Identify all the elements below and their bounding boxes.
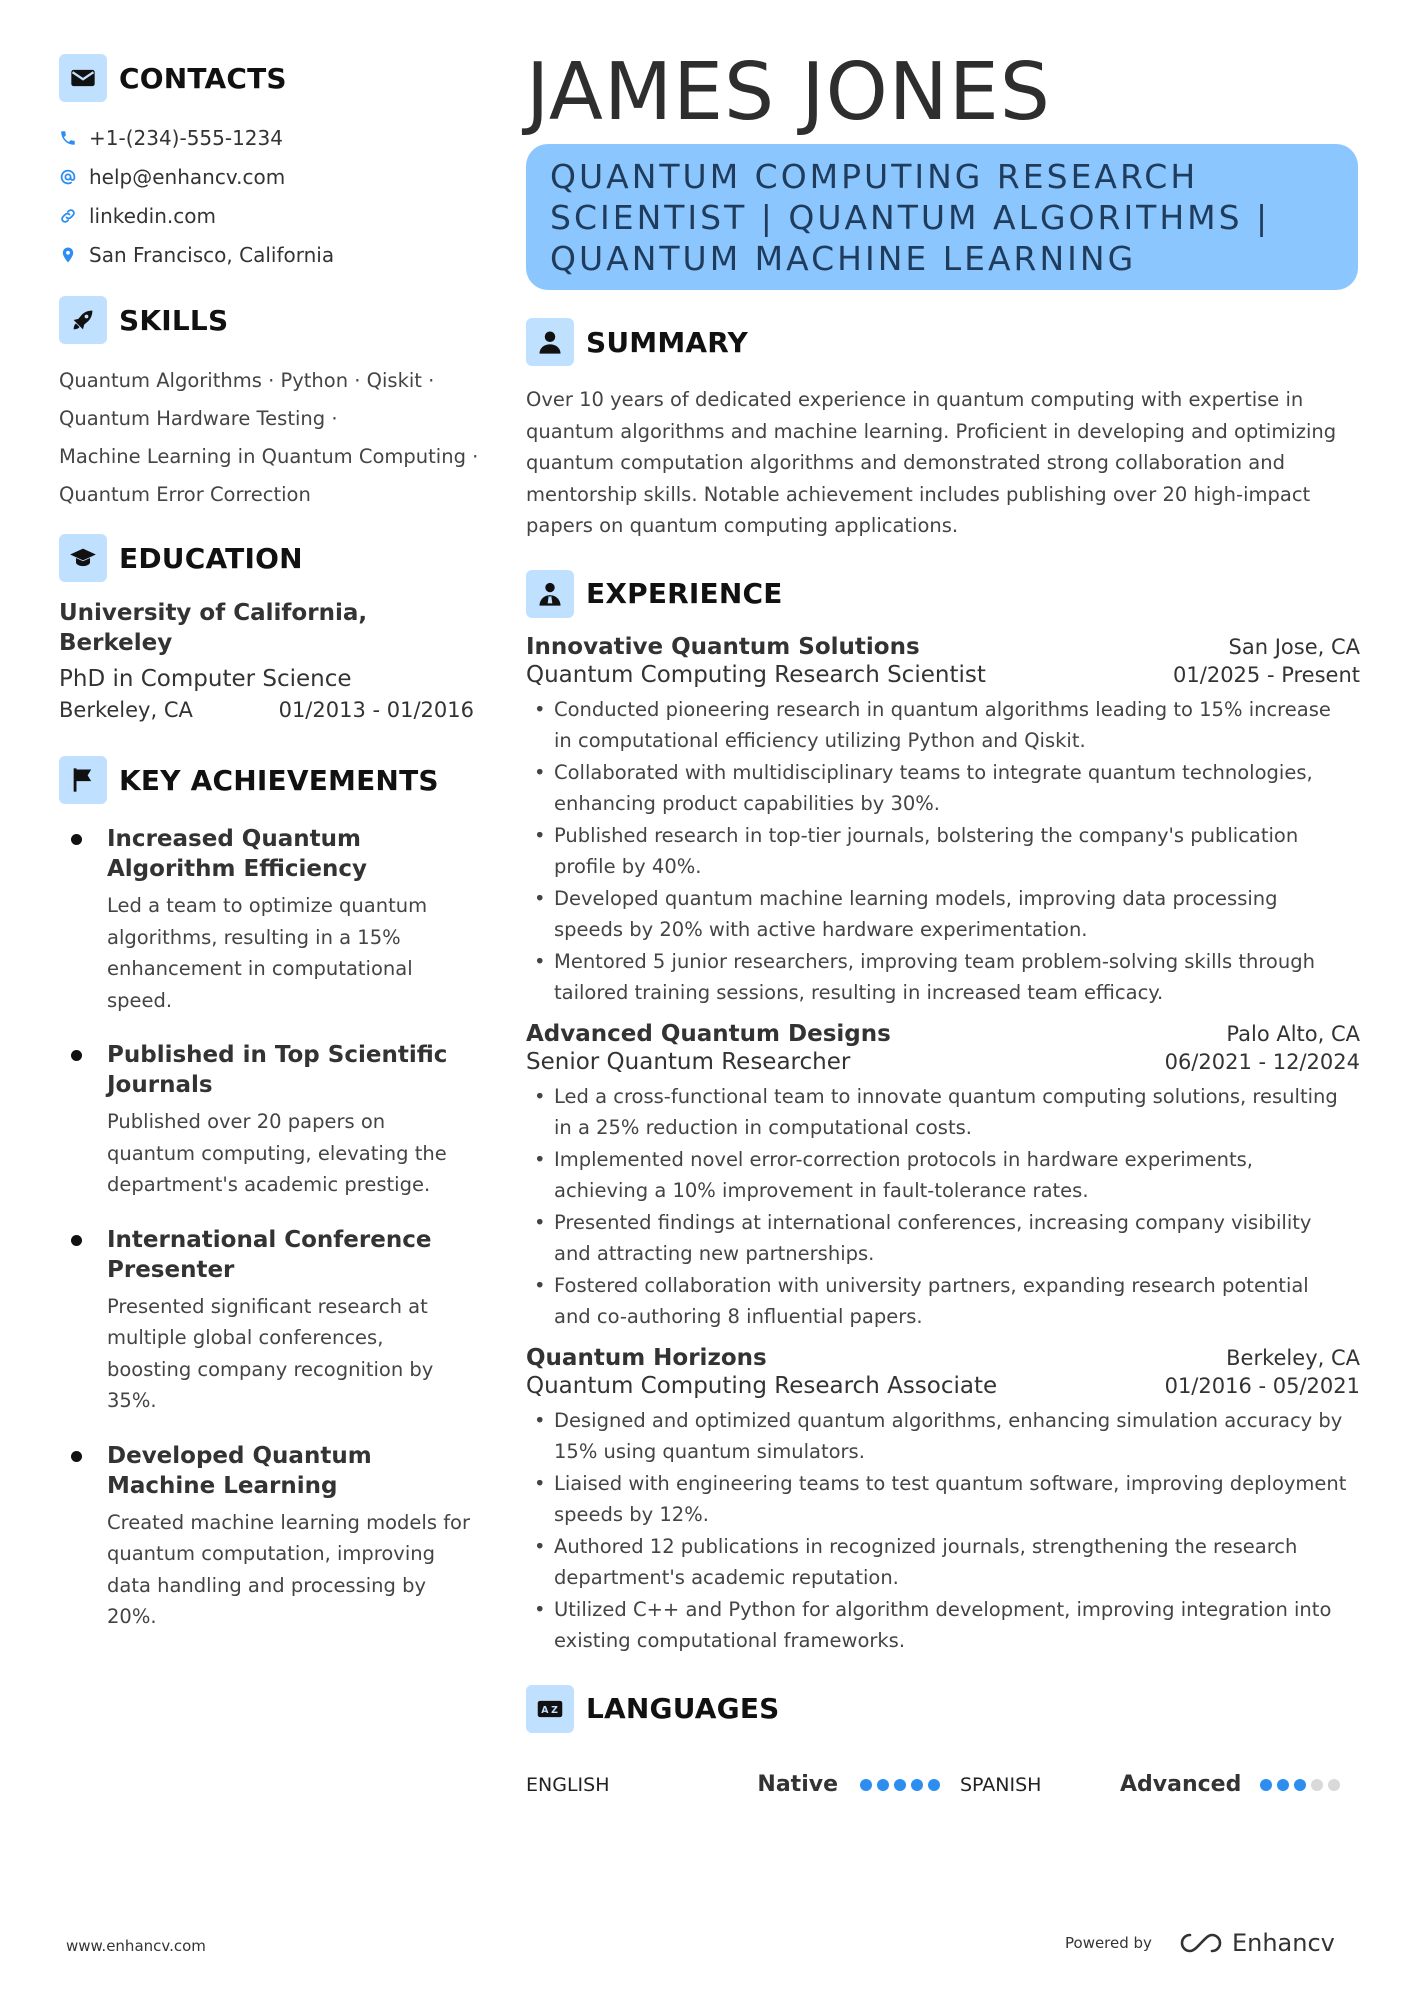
- education-dates: 01/2013 - 01/2016: [278, 698, 474, 722]
- job-bullet: • Presented findings at international conferences, increasing company visibility and attracting new partnerships.: [526, 1207, 1360, 1270]
- briefcase-person-icon: [526, 570, 574, 618]
- right-column: [526, 46, 1360, 1801]
- achievement-title: [107, 824, 489, 884]
- summary-line: quantum algorithms and machine learning. Proficient in developing and optimizing: [526, 419, 1337, 443]
- skills-line: Quantum Algorithms · Python · Qiskit ·: [59, 369, 435, 392]
- job-entry: [526, 1345, 1360, 1657]
- job-location: Palo Alto, CA: [1226, 1021, 1360, 1046]
- summary-section: [526, 318, 1360, 542]
- achievement-desc-line: algorithms, resulting in a 15%: [107, 925, 401, 949]
- achievement-title-line: Machine Learning: [107, 1472, 338, 1499]
- skills-line: Quantum Hardware Testing ·: [59, 407, 338, 430]
- language-name: SPANISH: [960, 1773, 1042, 1796]
- job-title-line: QUANTUM MACHINE LEARNING: [550, 239, 1137, 278]
- achievements-header: [59, 756, 489, 804]
- job-bullets: [526, 694, 1360, 1009]
- contact-linkedin[interactable]: [59, 196, 489, 235]
- contact-location: [59, 235, 489, 274]
- envelope-icon: [59, 54, 107, 102]
- job-bullets: [526, 1405, 1360, 1657]
- school-line: University of California,: [59, 600, 368, 626]
- powered-by-text: Powered by: [1065, 1934, 1152, 1952]
- skills-section: [59, 296, 489, 514]
- education-section: [59, 534, 489, 722]
- flag-icon: [59, 756, 107, 804]
- rating-dot: [894, 1779, 906, 1791]
- at-icon: [59, 167, 77, 187]
- rating-dot: [860, 1779, 872, 1791]
- job-bullets: [526, 1081, 1360, 1333]
- enhancv-brand-text: Enhancv: [1231, 1929, 1335, 1957]
- summary-header: [526, 318, 1360, 366]
- education-meta: [59, 698, 474, 722]
- job-bullet: • Authored 12 publications in recognized journals, strengthening the research department's academic reputation.: [526, 1531, 1360, 1594]
- rating-dot: [1294, 1779, 1306, 1791]
- education-location: Berkeley, CA: [59, 698, 193, 722]
- job-company: Innovative Quantum Solutions: [526, 633, 920, 660]
- achievement-desc: [107, 1106, 487, 1201]
- bullet-dot: [71, 1235, 82, 1246]
- summary-line: Over 10 years of dedicated experience in quantum computing with expertise in: [526, 388, 1304, 411]
- graduation-cap-icon: [59, 534, 107, 582]
- achievement-title-line: Presenter: [107, 1256, 235, 1283]
- achievement-desc-line: speed.: [107, 988, 173, 1012]
- footer-branding[interactable]: [1065, 1929, 1335, 1957]
- job-bullet: • Implemented novel error-correction protocols in hardware experiments, achieving a 10% improvement in fault-tolerance rates.: [526, 1144, 1360, 1207]
- person-icon: [526, 318, 574, 366]
- footer-website[interactable]: www.enhancv.com: [66, 1937, 206, 1955]
- school-line: Berkeley: [59, 630, 173, 656]
- job-title-line: SCIENTIST | QUANTUM ALGORITHMS |: [550, 198, 1271, 237]
- language-rating: [1260, 1779, 1345, 1791]
- achievement-desc-line: multiple global conferences,: [107, 1326, 384, 1349]
- achievement-item: [59, 1441, 489, 1633]
- summary-line: papers on quantum computing applications.: [526, 514, 959, 537]
- achievement-desc: [107, 890, 487, 1016]
- job-role: Quantum Computing Research Scientist: [526, 661, 986, 688]
- candidate-name: JAMES JONES: [526, 46, 1051, 138]
- achievement-title-line: International Conference: [107, 1226, 432, 1253]
- contacts-section: [59, 54, 489, 274]
- translate-icon: [526, 1685, 574, 1733]
- contact-linkedin-text: linkedin.com: [89, 203, 216, 228]
- job-location: San Jose, CA: [1228, 634, 1360, 659]
- achievement-title: [107, 1040, 489, 1100]
- achievement-desc-line: 20%.: [107, 1605, 157, 1628]
- job-bullet: • Fostered collaboration with university partners, expanding research potential and co-authoring 8 influential papers.: [526, 1270, 1360, 1333]
- job-role: Senior Quantum Researcher: [526, 1048, 851, 1075]
- achievement-desc-line: data handling and processing by: [107, 1573, 427, 1597]
- rating-dot: [877, 1779, 889, 1791]
- achievement-item: [59, 824, 489, 1016]
- skills-line: Machine Learning in Quantum Computing ·: [59, 445, 479, 468]
- achievement-item: [59, 1225, 489, 1417]
- contact-email[interactable]: [59, 157, 489, 196]
- experience-section: [526, 570, 1360, 1657]
- section-title: SUMMARY: [586, 325, 749, 359]
- achievements-section: [59, 756, 489, 1633]
- job-row: [526, 1021, 1360, 1047]
- achievement-title-line: Algorithm Efficiency: [107, 856, 367, 882]
- section-title: EXPERIENCE: [586, 577, 783, 610]
- rating-dot: [1311, 1779, 1323, 1791]
- section-title: EDUCATION: [119, 541, 303, 575]
- job-entry: [526, 1021, 1360, 1333]
- section-title: KEY ACHIEVEMENTS: [119, 763, 439, 797]
- job-dates: 01/2025 - Present: [1173, 662, 1360, 687]
- job-bullet: • Conducted pioneering research in quantum algorithms leading to 15% increase in computational efficiency utilizing Python and Qiskit.: [526, 694, 1360, 757]
- contact-email-text: help@enhancv.com: [89, 164, 286, 189]
- achievement-title-line: Developed Quantum: [107, 1442, 372, 1469]
- language-item: [960, 1772, 1360, 1797]
- bullet-dot: [71, 834, 82, 845]
- link-icon: [59, 206, 77, 226]
- skills-line: Quantum Error Correction: [59, 483, 311, 506]
- bullet-dot: [71, 1451, 82, 1462]
- rating-dot: [1260, 1779, 1272, 1791]
- achievement-item: [59, 1040, 489, 1201]
- job-role: Quantum Computing Research Associate: [526, 1372, 998, 1399]
- contact-location-text: San Francisco, California: [89, 242, 335, 267]
- rating-dot: [1277, 1779, 1289, 1791]
- job-dates: 01/2016 - 05/2021: [1164, 1373, 1360, 1398]
- job-bullet: • Developed quantum machine learning models, improving data processing speeds by 20% with active hardware experimentation.: [526, 883, 1360, 946]
- job-bullet: • Liaised with engineering teams to test quantum software, improving deployment speeds by 12%.: [526, 1468, 1360, 1531]
- achievement-desc: [107, 1507, 487, 1633]
- section-title: SKILLS: [119, 303, 229, 337]
- job-company: Quantum Horizons: [526, 1344, 767, 1371]
- job-title-line: QUANTUM COMPUTING RESEARCH: [550, 157, 1199, 196]
- achievement-title-line: Increased Quantum: [107, 826, 361, 852]
- job-bullet: • Designed and optimized quantum algorithms, enhancing simulation accuracy by 15% using quantum simulators.: [526, 1405, 1360, 1468]
- achievement-desc-line: Presented significant research at: [107, 1294, 428, 1318]
- job-bullet: • Utilized C++ and Python for algorithm development, improving integration into existing computational frameworks.: [526, 1594, 1360, 1657]
- education-header: [59, 534, 489, 582]
- achievement-desc-line: Led a team to optimize quantum: [107, 894, 428, 917]
- job-row: [526, 662, 1360, 688]
- job-dates: 06/2021 - 12/2024: [1164, 1049, 1360, 1074]
- rating-dot: [1328, 1779, 1340, 1791]
- achievement-title: [107, 1225, 489, 1285]
- job-bullet: • Mentored 5 junior researchers, improving team problem-solving skills through tailored training sessions, resulting in increased team efficacy.: [526, 946, 1360, 1009]
- job-bullet: • Published research in top-tier journals, bolstering the company's publication profile by 40%.: [526, 820, 1360, 883]
- language-rating: [860, 1779, 945, 1791]
- languages-row: [526, 1769, 1360, 1801]
- achievement-desc-line: boosting company recognition by: [107, 1357, 434, 1381]
- job-row: [526, 1373, 1360, 1399]
- job-row: [526, 1049, 1360, 1075]
- enhancv-logo-icon: [1178, 1931, 1224, 1955]
- language-level: Advanced: [1120, 1772, 1242, 1797]
- skills-list: [59, 362, 499, 514]
- language-item: [526, 1772, 960, 1797]
- languages-header: [526, 1685, 1360, 1733]
- contact-list: [59, 118, 489, 274]
- summary-line: quantum computation algorithms and demonstrated strong collaboration and: [526, 451, 1285, 474]
- left-column: [59, 54, 489, 1633]
- enhancv-logo: [1178, 1929, 1335, 1957]
- achievement-desc-line: 35%.: [107, 1389, 157, 1412]
- rating-dot: [928, 1779, 940, 1791]
- location-pin-icon: [59, 245, 77, 265]
- achievement-desc-line: quantum computation, improving: [107, 1542, 435, 1565]
- job-row: [526, 634, 1360, 660]
- job-row: [526, 1345, 1360, 1371]
- achievement-desc-line: Published over 20 papers on: [107, 1110, 386, 1133]
- summary-text: [526, 384, 1360, 542]
- contact-phone[interactable]: [59, 118, 489, 157]
- bullet-dot: [71, 1050, 82, 1061]
- job-title-banner: [526, 144, 1358, 290]
- job-entry: [526, 634, 1360, 1009]
- contact-phone-text: +1-(234)-555-1234: [89, 125, 283, 150]
- education-school: [59, 598, 489, 658]
- job-location: Berkeley, CA: [1226, 1345, 1360, 1370]
- achievement-title-line: Published in Top Scientific: [107, 1042, 448, 1068]
- language-name: ENGLISH: [526, 1773, 610, 1796]
- achievement-title-line: Journals: [107, 1072, 213, 1098]
- job-company: Advanced Quantum Designs: [526, 1020, 891, 1047]
- achievement-title: [107, 1441, 489, 1501]
- job-bullet: • Led a cross-functional team to innovate quantum computing solutions, resulting in a 25% reduction in computational costs.: [526, 1081, 1360, 1144]
- section-title: CONTACTS: [119, 61, 287, 95]
- achievement-desc-line: enhancement in computational: [107, 957, 413, 980]
- achievement-desc-line: quantum computing, elevating the: [107, 1141, 447, 1165]
- rocket-icon: [59, 296, 107, 344]
- summary-line: mentorship skills. Notable achievement includes publishing over 20 high-impact: [526, 482, 1311, 506]
- experience-header: [526, 570, 1360, 618]
- svg-text:Z: Z: [551, 1704, 558, 1716]
- job-bullet: • Collaborated with multidisciplinary teams to integrate quantum technologies, enhancing product capabilities by 30%.: [526, 757, 1360, 820]
- achievement-desc: [107, 1291, 487, 1417]
- svg-text:A: A: [541, 1704, 549, 1716]
- section-title: LANGUAGES: [586, 1692, 780, 1725]
- rating-dot: [911, 1779, 923, 1791]
- language-level: Native: [757, 1772, 838, 1797]
- contacts-header: [59, 54, 489, 102]
- achievement-desc-line: department's academic prestige.: [107, 1173, 431, 1196]
- skills-header: [59, 296, 489, 344]
- achievement-desc-line: Created machine learning models for: [107, 1510, 471, 1534]
- languages-section: [526, 1685, 1360, 1801]
- education-degree: PhD in Computer Science: [59, 666, 352, 692]
- phone-icon: [59, 128, 77, 148]
